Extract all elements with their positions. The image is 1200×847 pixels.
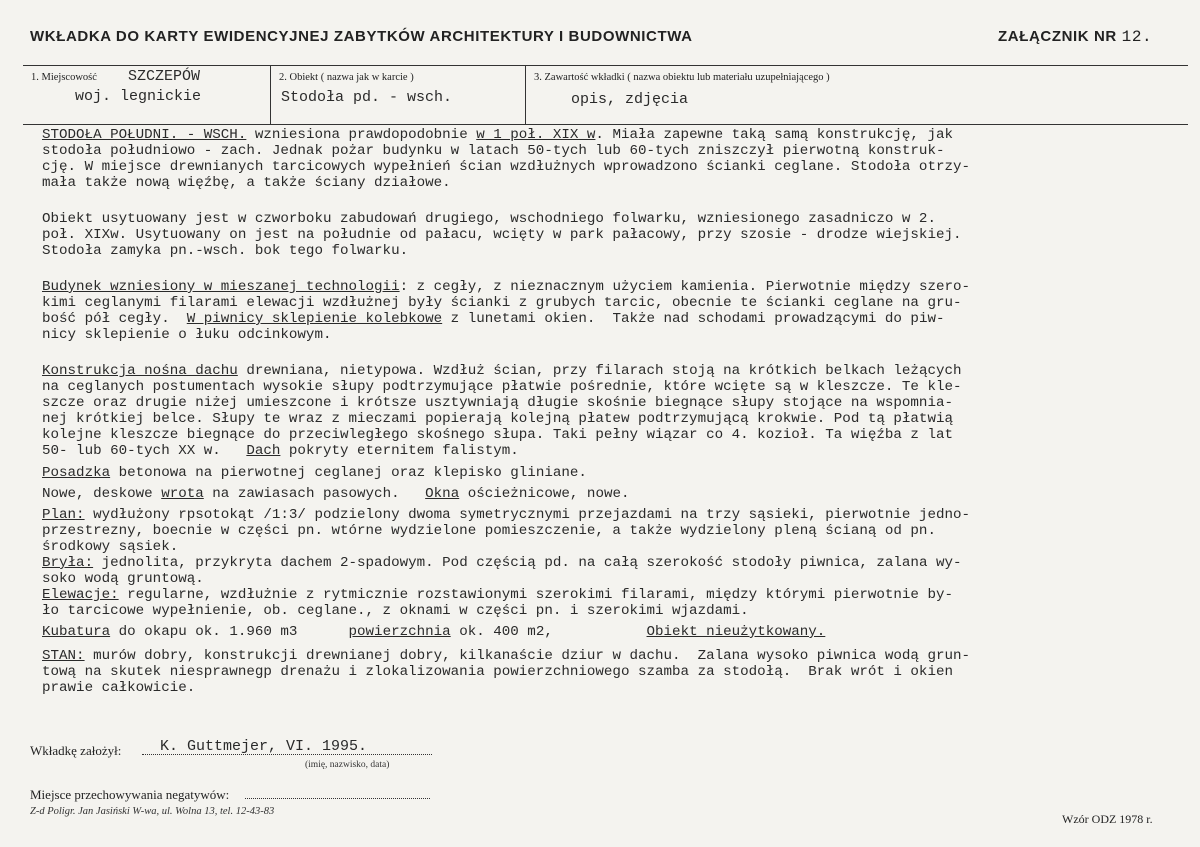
location-label: 1. Miejscowość [31, 72, 97, 83]
text-line: ło tarcicowe wypełnienie, ob. ceglane., z oknami w części pn. i szerokimi wjazdami. [42, 603, 749, 619]
heading-roof-structure: Konstrukcja nośna dachu [42, 363, 238, 379]
author-hint: (imię, nazwisko, data) [305, 760, 390, 770]
text-line: soko wodą gruntową. [42, 571, 204, 587]
date-underlined: w 1 poł. XIX w [476, 127, 596, 143]
text-line: tową na skutek niesprawnegp drenażu i zlokalizowania powierzchniowego szamba za stodołą. Brak wrót i okien [42, 664, 953, 680]
annex-label [998, 28, 1152, 46]
text-span: murów dobry, konstrukcji drewnianej dobry, kilkanaście dziur w dachu. Zalana wysoko piwnica wodą grun- [84, 648, 971, 664]
text-span: Nowe, deskowe [42, 486, 162, 502]
text-span: 50- lub 60-tych XX w. [42, 443, 247, 459]
paragraph-massing [42, 555, 1192, 587]
text-span: : z cegły, z nieznacznym użyciem kamienia. Pierwotnie między szero- [399, 279, 971, 295]
text-line [42, 311, 1192, 327]
heading-windows: Okna [425, 486, 460, 502]
text-span: do okapu ok. 1.960 m3 [110, 624, 349, 640]
content-value: opis, zdjęcia [571, 91, 689, 108]
annex-number: 12. [1121, 28, 1153, 46]
text-line: mała także nową więźbę, a także ściany działowe. [42, 175, 451, 191]
form-code: Wzór ODZ 1978 r. [1062, 812, 1153, 826]
author-value: K. Guttmejer, VI. 1995. [160, 738, 368, 755]
text-line: cję. W miejsce drewnianych tarcicowych wypełnień ścian wzdłużnych wprowadzono ścianki ceglane. Stodoła otrzy- [42, 159, 971, 175]
location-value-town: SZCZEPÓW [128, 68, 201, 85]
text-span: z lunetami okien. Także nad schodami prowadzącymi do piw- [442, 311, 945, 327]
paragraph-roof-structure [42, 363, 1192, 459]
text-line [42, 363, 1192, 379]
text-line: kimi ceglanymi filarami elewacji wzdłużnej były ścianki z grubych tarcic, obecnie te ścianki ceglane na gru- [42, 295, 962, 311]
author-row [30, 740, 630, 770]
heading-condition: STAN: [42, 648, 85, 664]
paragraph-volume [42, 624, 1192, 640]
text-span: bość pół cegły. [42, 311, 187, 327]
text-line [42, 127, 1192, 143]
paragraph-plan [42, 507, 1192, 555]
text-line: przestrezny, boecnie w części pn. wtórne wydzielone pomieszczenie, a także wydzielony pleną ścianą od pn. [42, 523, 936, 539]
text-span: wydłużony rpsotokąt /1:3/ podzielony dwoma symetrycznymi przejazdami na trzy sąsieki, pierwotnie jedno- [84, 507, 971, 523]
text-span: betonowa na pierwotnej ceglanej oraz klepisko gliniane. [110, 465, 587, 481]
text-line [42, 555, 1192, 571]
text-line [42, 507, 1192, 523]
text-span: jednolita, przykryta dachem 2-spadowym. Pod częścią pd. na całą szerokość stodoły piwnica, zalana wy- [93, 555, 962, 571]
paragraph-technology [42, 279, 1192, 343]
paragraph-history [42, 127, 1192, 191]
basement-vault-underlined: W piwnicy sklepienie kolebkowe [186, 311, 443, 327]
text-line: nicy sklepienie o łuku odcinkowym. [42, 327, 332, 343]
heading-gates: wrota [161, 486, 204, 502]
object-field [270, 66, 526, 124]
text-line: poł. XIXw. Usytuowany on jest na południe od pałacu, wcięty w park pałacowy, przy szosie - drodze wiejskiej. [42, 227, 962, 243]
heading-floor: Posadzka [42, 465, 111, 481]
printer-imprint: Z-d Poligr. Jan Jasiński W-wa, ul. Wolna 13, tel. 12-43-83 [30, 806, 275, 817]
heading-elevations: Elewacje: [42, 587, 119, 603]
header-fields [23, 65, 1188, 125]
object-label: 2. Obiekt ( nazwa jak w karcie ) [279, 72, 414, 83]
paragraph-elevations [42, 587, 1192, 619]
text-span: pokryty eternitem falistym. [280, 443, 519, 459]
text-line: nej krótkiej belce. Słupy te wraz z mieczami popierają kolejną płatew podtrzymującą krokwie. Pod tą płatwią [42, 411, 953, 427]
text-line: prawie całkowicie. [42, 680, 196, 696]
negatives-dotted-line [245, 798, 430, 799]
heading-barn: STODOŁA POŁUDNI. - WSCH. [42, 127, 247, 143]
text-span: ościeżnicowe, nowe. [459, 486, 630, 502]
object-value: Stodoła pd. - wsch. [281, 89, 453, 106]
text-line: szcze oraz drugie niżej umieszcone i krótsze usztywniają długie skośnie biegnące słupy stojące na wspomnia- [42, 395, 953, 411]
text-line: stodoła południowo - zach. Jednak pożar budynku w latach 50-tych lub 60-tych zniszczył pierwotną konstruk- [42, 143, 945, 159]
text-span: ok. 400 m2, [450, 624, 647, 640]
heading-massing: Bryła: [42, 555, 94, 571]
usage-status: Obiekt nieużytkowany. [646, 624, 826, 640]
text-line [42, 443, 1192, 459]
paragraph-location [42, 211, 1192, 259]
author-label: Wkładkę założył: [30, 743, 122, 758]
text-line [42, 587, 1192, 603]
text-line: kolejne kleszcze biegnące do przeciwległego skośnego słupa. Taki pełny wiązar co 4. kozioł. Ta więźba z lat [42, 427, 953, 443]
heading-technology: Budynek wzniesiony w mieszanej technologii [42, 279, 400, 295]
location-value-region: woj. legnickie [75, 88, 202, 105]
content-field [525, 66, 1189, 124]
paragraph-condition [42, 648, 1192, 696]
description-body [42, 125, 1192, 696]
text-line: środkowy sąsiek. [42, 539, 179, 555]
text-line [42, 648, 1192, 664]
text-span: na zawiasach pasowych. [203, 486, 426, 502]
paragraph-doors-windows [42, 486, 1192, 502]
text-line [42, 624, 1192, 640]
text-line [42, 465, 1192, 481]
heading-roof: Dach [246, 443, 281, 459]
negatives-row [30, 786, 430, 806]
text-line: Obiekt usytuowany jest w czworboku zabudowań drugiego, wschodniego folwarku, wzniesionego zasadniczo w 2. [42, 211, 936, 227]
text-span: drewniana, nietypowa. Wzdłuż ścian, przy filarach stoją na krótkich belkach leżących [237, 363, 962, 379]
heading-plan: Plan: [42, 507, 85, 523]
location-field [23, 66, 270, 124]
paragraph-floor [42, 465, 1192, 481]
text-line [42, 486, 1192, 502]
heading-volume: Kubatura [42, 624, 111, 640]
negatives-label: Miejsce przechowywania negatywów: [30, 787, 230, 802]
content-label: 3. Zawartość wkładki ( nazwa obiektu lub materiału uzupełniającego ) [534, 72, 830, 83]
text-line: na ceglanych postumentach wysokie słupy podtrzymujące płatwie pośrednie, które wcięte są w kleszcze. Te kle- [42, 379, 962, 395]
text-line [42, 279, 1192, 295]
annex-text: ZAŁĄCZNIK NR [998, 28, 1117, 45]
text-span: . Miała zapewne taką samą konstrukcję, jak [595, 127, 954, 143]
text-line: Stodoła zamyka pn.-wsch. bok tego folwarku. [42, 243, 409, 259]
heading-area: powierzchnia [348, 624, 451, 640]
text-span: wzniesiona prawdopodobnie [246, 127, 477, 143]
text-span: regularne, wzdłużnie z rytmicznie rozstawionymi szerokimi filarami, między którymi pierwotnie by- [118, 587, 953, 603]
form-title: WKŁADKA DO KARTY EWIDENCYJNEJ ZABYTKÓW ARCHITEKTURY I BUDOWNICTWA [30, 28, 693, 45]
